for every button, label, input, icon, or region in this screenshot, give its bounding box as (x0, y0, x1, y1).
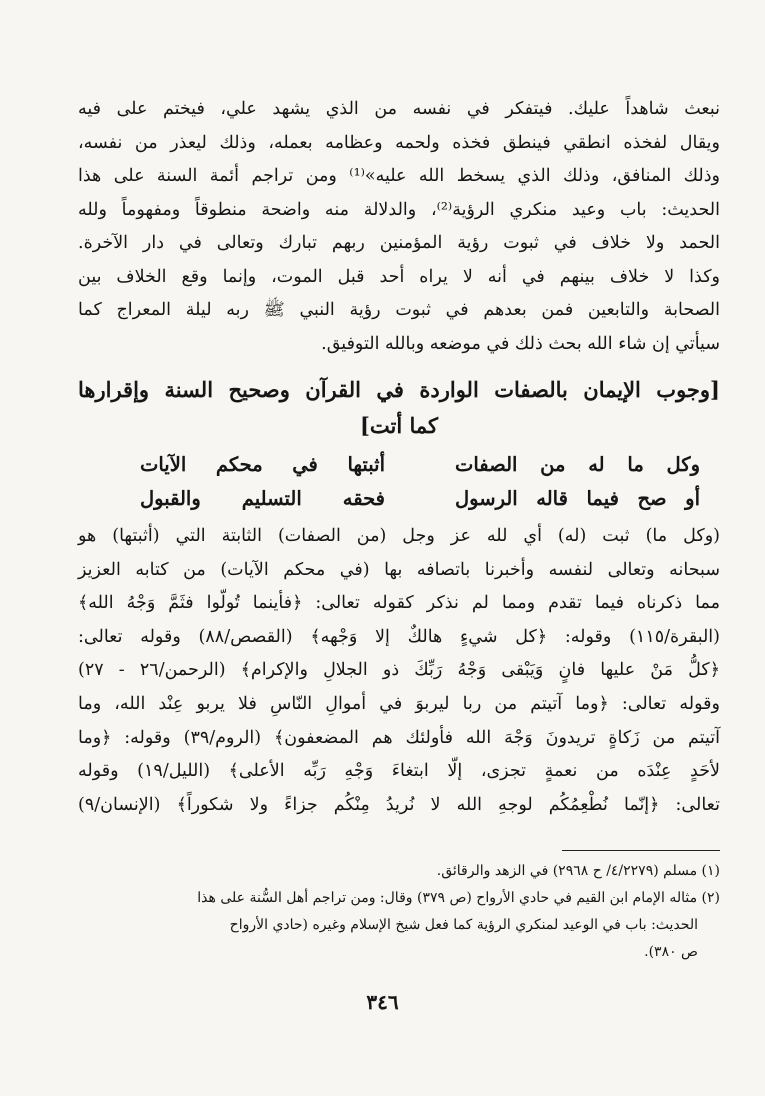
verse-row (140, 482, 700, 516)
verse-hemistich-left: أثبتها في محكم الآيات (140, 453, 385, 476)
verse-hemistich-left: فحقه التسليم والقبول (140, 487, 385, 510)
text-line: (وكل ما) ثبت (له) أي لله عز وجل (من الصفات) الثابتة التي (أثبتها) هو (78, 526, 720, 546)
text-line: ﴿كلُّ مَنْ عليها فانٍ وَيَبْقى وَجْهُ رَبِّكَ ذو الجلالِ والإكرام﴾ (الرحمن/٢٦ - ٢٧) (78, 660, 720, 681)
footnote-2-continuation: ص ٣٨٠). (644, 944, 698, 960)
text-line: سبحانه وتعالى لنفسه وأخبرنا باتصافه بها (في محكم الآيات) من كتابه العزيز (78, 559, 720, 580)
text-line: آتيتم من زَكاةٍ تريدونَ وَجْهَ الله فأولئك هم المضعفون﴾ (الروم/٣٩) وقوله: ﴿وما (78, 727, 720, 748)
text-line: سيأتي إن شاء الله بحث ذلك في موضعه وبالله التوفيق. (321, 333, 720, 354)
heading-line-2: كما أتت] (359, 413, 439, 438)
text-line: ويقال لفخذه انطقي فينطق فخذه ولحمه وعظامه بعمله، وذلك ليعذر من نفسه، (78, 132, 720, 153)
verse-hemistich-right: وكل ما له من الصفات (455, 453, 700, 476)
text-line: وكذا لا خلاف بينهم في أنه لا يراه أحد قبل الموت، وإنما وقع الخلاف بين (78, 266, 720, 287)
footnote-1: (١) مسلم (٤/٢٢٧٩/ ح ٢٩٦٨) في الزهد والرقائق. (436, 863, 720, 879)
main-paragraph (78, 93, 720, 361)
poem-verse (140, 448, 700, 516)
footnote-divider (562, 850, 720, 851)
text-line: نبعث شاهداً عليك. فيتفكر في نفسه من الذي يشهد علي، فيختم على فيه (78, 99, 720, 119)
text-line: الحمد ولا خلاف في ثبوت رؤية المؤمنين ربهم تبارك وتعالى في دار الآخرة. (78, 233, 720, 253)
text-line: وقوله تعالى: ﴿وما آتيتم من ربا ليربوَ في أموالِ النّاسِ فلا يربو عِنْد الله، وما (78, 693, 720, 714)
footnote-2: (٢) مثاله الإمام ابن القيم في حادي الأرواح (ص ٣٧٩) وقال: ومن تراجم أهل السُّنة على هذا (197, 890, 720, 906)
text-line: تعالى: ﴿إنّما نُطْعِمُكُم لوجهِ الله لا نُريدُ مِنْكُم جزاءً ولا شكوراً﴾ (الإنسان/٩) (78, 794, 720, 815)
section-heading (78, 372, 720, 444)
text-line: الحديث: باب وعيد منكري الرؤية⁽²⁾، والدلالة منه واضحة منطوقاً ومفهوماً ولله (78, 199, 720, 220)
footnote-2-continuation: الحديث: باب في الوعيد لمنكري الرؤية كما فعل شيخ الإسلام وغيره (حادي الأرواح (229, 917, 698, 933)
text-line: مما ذكرناه فيما تقدم ومما لم نذكر كقوله تعالى: ﴿فأينما تُولّوا فثَمَّ وَجْهُ الله﴾ (78, 593, 720, 614)
page-number: ٣٤٦ (366, 990, 399, 1014)
verse-row (140, 448, 700, 482)
text-line: (البقرة/١١٥) وقوله: ﴿كل شيءٍ هالكٌ إلا وَجْهه﴾ (القصص/٨٨) وقوله تعالى: (78, 626, 721, 647)
text-line: الصحابة والتابعين فمن بعدهم في ثبوت رؤية النبي ﷺ ربه ليلة المعراج كما (78, 300, 720, 320)
heading-line-1: [وجوب الإيمان بالصفات الواردة في القرآن وصحيح السنة وإقرارها (78, 377, 720, 402)
footnotes (78, 858, 720, 966)
verse-hemistich-right: أو صح فيما قاله الرسول (455, 487, 700, 510)
commentary-paragraph (78, 520, 720, 822)
text-line: لأحَدٍ عِنْدَه من نعمةٍ تجزى، إلّا ابتغاءَ وَجْهِ رَبِّه الأعلى﴾ (الليل/١٩) وقوله (78, 761, 720, 782)
text-line: وذلك المنافق، وذلك الذي يسخط الله عليه»⁽¹⁾ ومن تراجم أئمة السنة على هذا (78, 166, 720, 186)
